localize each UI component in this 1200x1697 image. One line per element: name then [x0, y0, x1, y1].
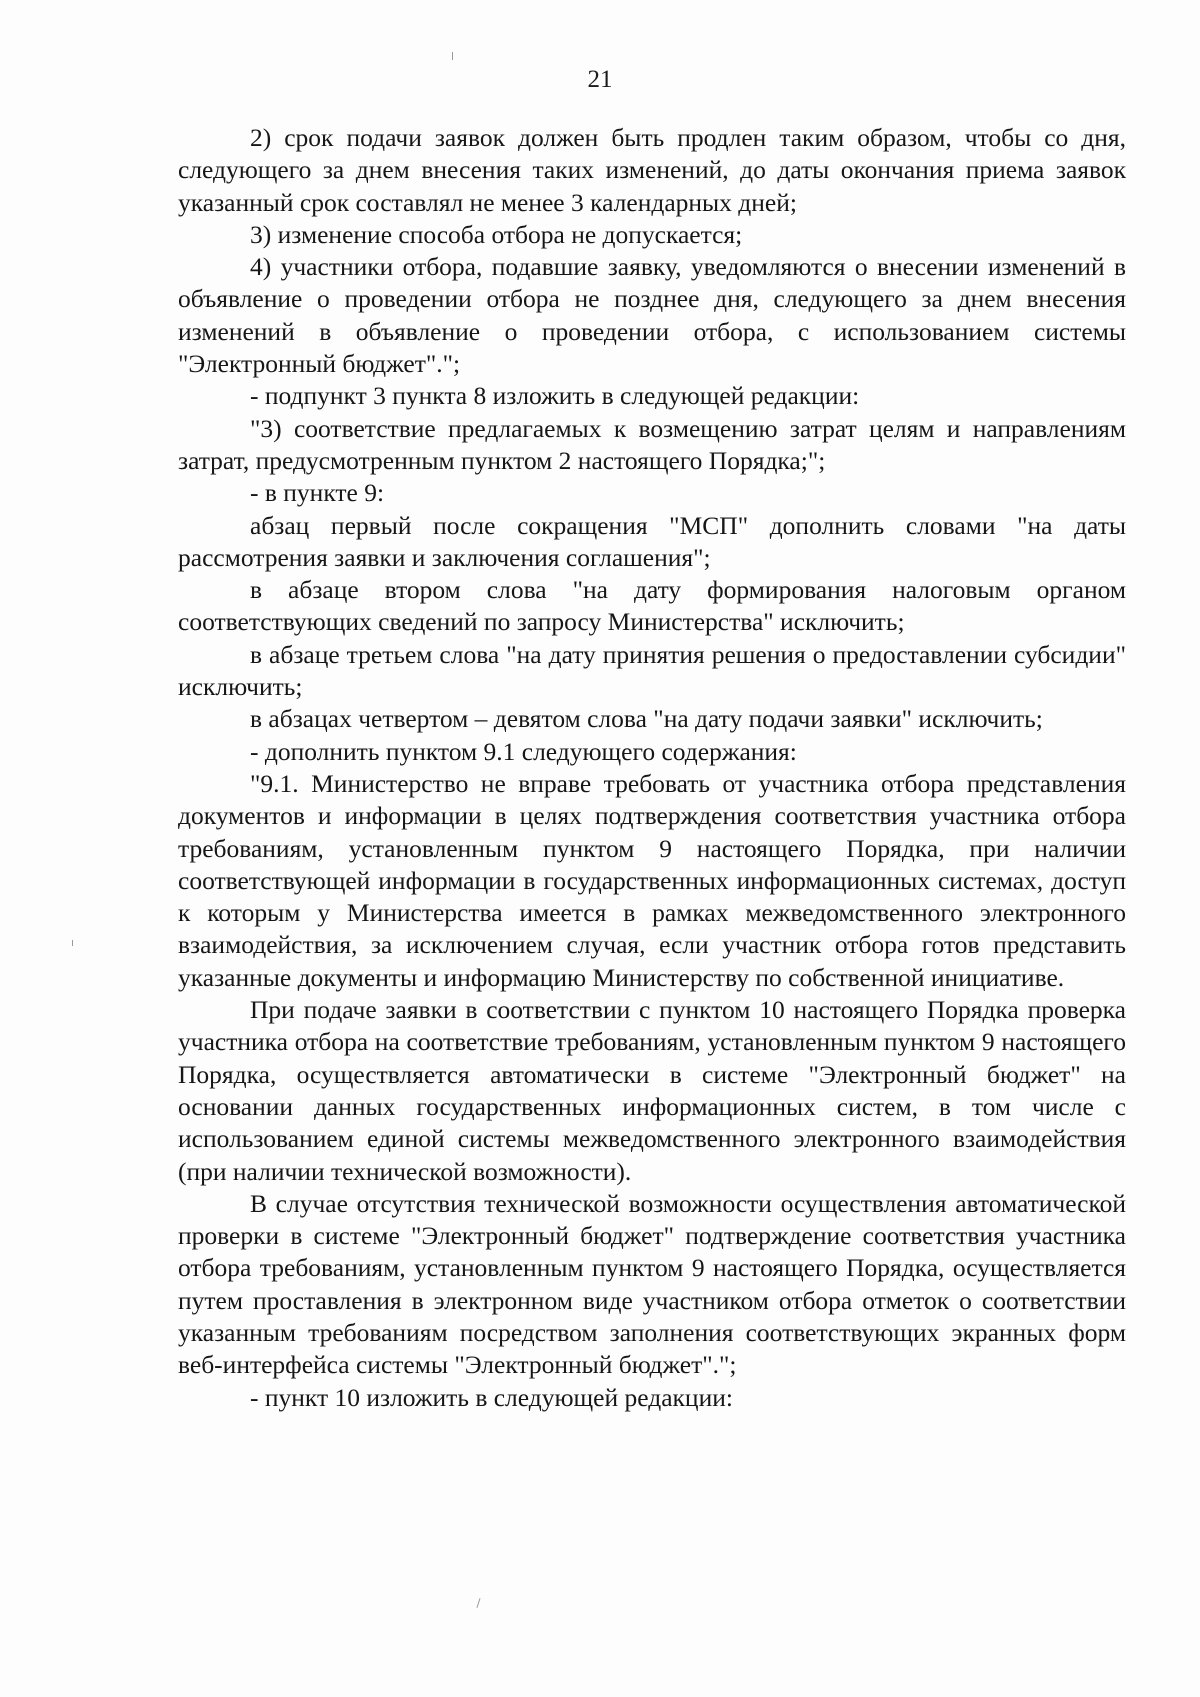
paragraph: 2) срок подачи заявок должен быть продлен таким образом, чтобы со дня, следующего за днем внесения таких изменений, до даты окончания приема заявок указанный срок составлял не менее 3 календарных дней;: [178, 123, 1126, 217]
document-body: [178, 122, 1126, 1414]
paragraph: "3) соответствие предлагаемых к возмещению затрат целям и направлениям затрат, предусмотренным пунктом 2 настоящего Порядка;";: [178, 413, 1126, 475]
scan-mark: [72, 940, 73, 946]
scan-mark: [476, 1598, 480, 1608]
scan-mark: [452, 52, 453, 60]
paragraph: 4) участники отбора, подавшие заявку, уведомляются о внесении изменений в объявление о проведении отбора не позднее дня, следующего за днем внесения изменений в объявление о проведении отбора, с использованием системы "Электронный бюджет".";: [178, 252, 1126, 379]
paragraph: абзац первый после сокращения "МСП" дополнить словами "на даты рассмотрения заявки и заключения соглашения";: [178, 510, 1126, 572]
paragraph: - подпункт 3 пункта 8 изложить в следующей редакции:: [250, 381, 860, 411]
paragraph: - в пункте 9:: [250, 478, 385, 508]
paragraph: в абзацах четвертом – девятом слова "на дату подачи заявки" исключить;: [250, 704, 1043, 734]
paragraph: В случае отсутствия технической возможности осуществления автоматической проверки в системе "Электронный бюджет" подтверждение соответствия участника отбора требованиям, установленным пунктом 9 настоящего Порядка, осуществляется путем проставления в электронном виде участником отбора отметок о соответствии указанным требованиям посредством заполнения соответствующих экранных форм веб-интерфейса системы "Электронный бюджет".";: [178, 1188, 1126, 1380]
paragraph: в абзаце втором слова "на дату формирования налоговым органом соответствующих сведений по запросу Министерства" исключить;: [178, 575, 1126, 637]
paragraph: "9.1. Министерство не вправе требовать от участника отбора представления документов и информации в целях подтверждения соответствия участника отбора требованиям, установленным пунктом 9 настоящего Порядка, при наличии соответствующей информации в государственных информационных системах, доступ к которым у Министерства имеется в рамках межведомственного электронного взаимодействия, за исключением случая, если участник отбора готов представить указанные документы и информацию Министерству по собственной инициативе.: [178, 768, 1126, 992]
paragraph: 3) изменение способа отбора не допускается;: [250, 219, 743, 249]
paragraph: - пункт 10 изложить в следующей редакции:: [250, 1382, 733, 1412]
paragraph: При подаче заявки в соответствии с пунктом 10 настоящего Порядка проверка участника отбора на соответствие требованиям, установленным пунктом 9 настоящего Порядка, осуществляется автоматически в системе "Электронный бюджет" на основании данных государственных информационных систем, в том числе с использованием единой системы межведомственного электронного взаимодействия (при наличии технической возможности).: [178, 995, 1126, 1186]
page-number: 21: [587, 66, 613, 93]
paragraph: - дополнить пунктом 9.1 следующего содержания:: [250, 736, 797, 766]
paragraph: в абзаце третьем слова "на дату принятия решения о предоставлении субсидии" исключить;: [178, 639, 1126, 702]
